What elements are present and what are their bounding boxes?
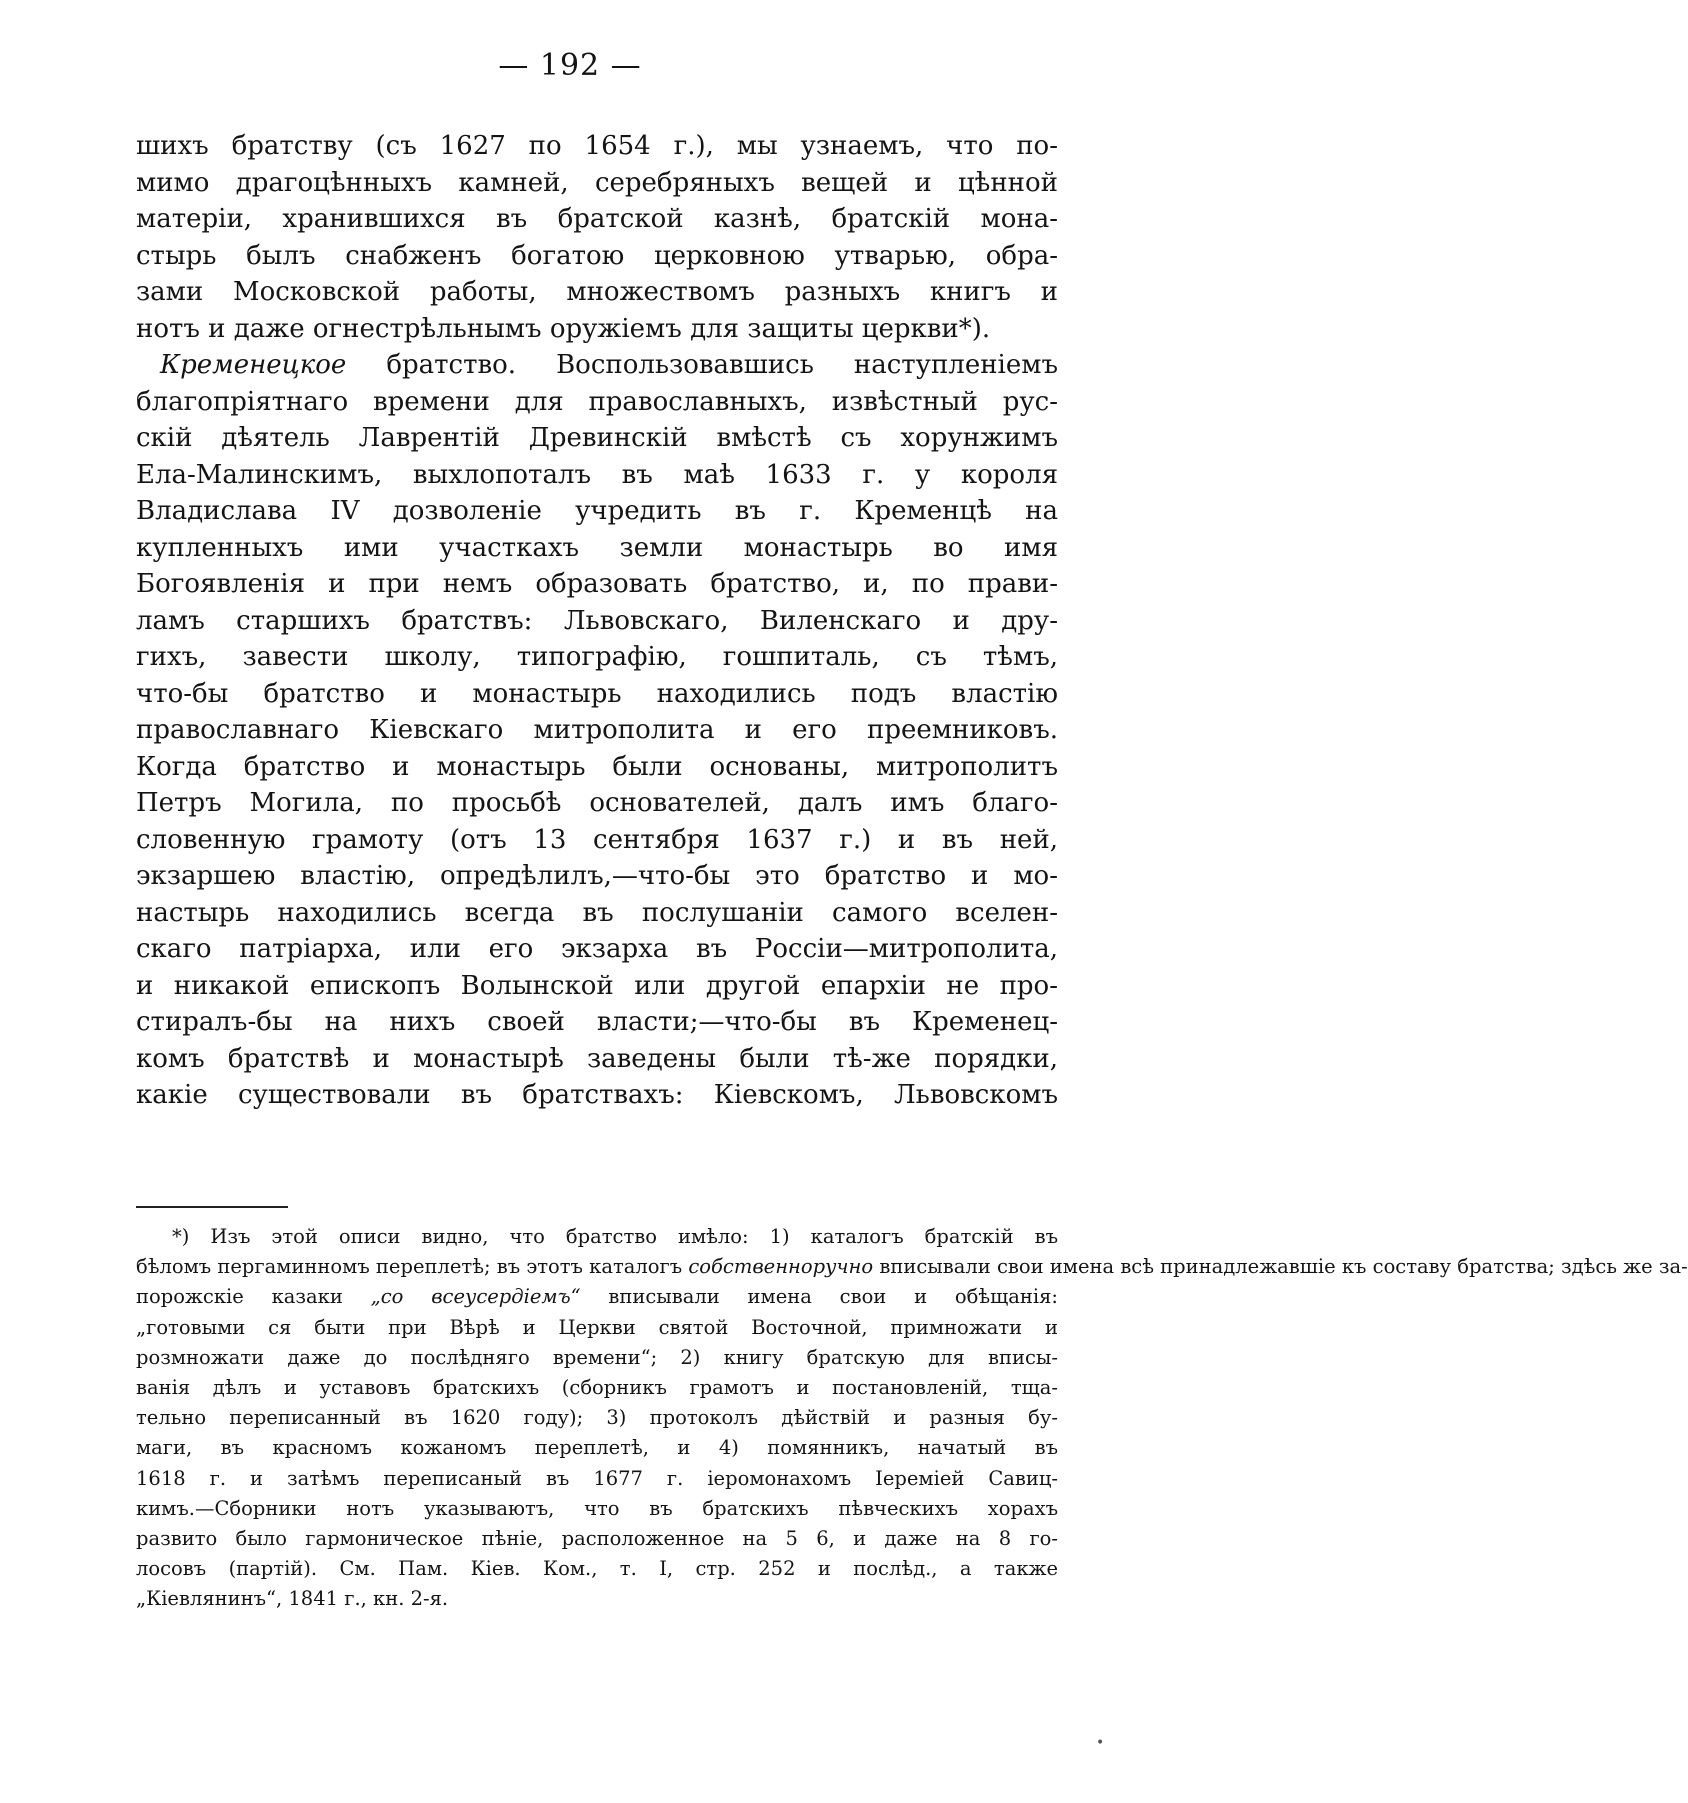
text-line: нотъ и даже огнестрѣльнымъ оружіемъ для защиты церкви*). <box>136 313 991 344</box>
footnote-emphasis: собственноручно <box>688 1255 874 1279</box>
text-line: мимо драгоцѣнныхъ камней, серебряныхъ вещей и цѣнной <box>136 167 1058 198</box>
text-line-rest: братство. Воспользовавшись наступленіемъ <box>386 350 1058 380</box>
footnote-line: кимъ.—Сборники нотъ указываютъ, что въ братскихъ пѣвческихъ хорахъ <box>136 1496 1058 1520</box>
text-line: Владислава IV дозволеніе учредить въ г. Кременцѣ на <box>136 496 1058 526</box>
text-line: какіе существовали въ братствахъ: Кіевскомъ, Львовскомъ <box>136 1080 1058 1110</box>
footnote-separator <box>136 1206 288 1208</box>
text-line: Ела-Малинскимъ, выхлопоталъ въ маѣ 1633 г. у короля <box>136 459 1058 490</box>
text-line: стырь былъ снабженъ богатою церковною утварью, обра- <box>136 240 1058 271</box>
text-line: настырь находились всегда въ послушаніи самого вселен- <box>136 897 1058 928</box>
footnote-line-part: порожскіе казаки <box>136 1285 343 1309</box>
section-start-line <box>136 347 1058 384</box>
footnote-line: лосовъ (партій). См. Пам. Кіев. Ком., т. I, стр. 252 и послѣд., а также <box>136 1557 1058 1581</box>
footnote-line-part: вписывали имена свои и обѣщанія: <box>608 1285 1058 1309</box>
text-line: словенную грамоту (отъ 13 сентября 1637 г.) и въ ней, <box>136 824 1058 855</box>
text-line: Когда братство и монастырь были основаны, митрополитъ <box>136 751 1058 782</box>
footnote-line: „готовыми ся быти при Вѣрѣ и Церкви святой Восточной, примножати и <box>136 1315 1058 1339</box>
text-line: и никакой епископъ Волынской или другой епархіи не про- <box>136 970 1058 1001</box>
text-line: ламъ старшихъ братствъ: Львовскаго, Виленскаго и дру- <box>136 605 1058 636</box>
footnote-line <box>136 1252 1688 1282</box>
text-line: благопріятнаго времени для православныхъ, извѣстный рус- <box>136 386 1058 417</box>
text-line: православнаго Кіевскаго митрополита и его преемниковъ. <box>136 715 1058 745</box>
footnote-line: розмножати даже до послѣдняго времени“; 2) книгу братскую для вписы- <box>136 1345 1058 1369</box>
text-line: экзаршею властію, опредѣлилъ,—что-бы это братство и мо- <box>136 861 1058 891</box>
text-line: гихъ, завести школу, типографію, гошпиталь, съ тѣмъ, <box>136 642 1058 672</box>
footnote <box>136 1222 1688 1614</box>
footnote-line: ванія дѣлъ и уставовъ братскихъ (сборникъ грамотъ и постановленій, тща- <box>136 1375 1058 1399</box>
section-title: Кременецкое <box>160 350 347 380</box>
text-line: купленныхъ ими участкахъ земли монастырь во имя <box>136 532 1058 563</box>
footnote-line: развито было гармоническое пѣніе, расположенное на 5 6, и даже на 8 го- <box>136 1526 1058 1550</box>
footnote-line <box>136 1282 1058 1312</box>
text-line: скаго патріарха, или его экзарха въ Россіи—митрополита, <box>136 934 1058 964</box>
text-line: комъ братствѣ и монастырѣ заведены были тѣ-же порядки, <box>136 1043 1058 1074</box>
text-line: Богоявленія и при немъ образовать братство, и, по прави- <box>136 569 1058 599</box>
footnote-line: тельно переписанный въ 1620 году); 3) протоколъ дѣйствій и разныя бу- <box>136 1406 1058 1430</box>
footnote-line-part: вписывали свои имена всѣ принадлежавшіе къ составу братства; здѣсь же за- <box>879 1255 1688 1279</box>
text-line: шихъ братству (съ 1627 по 1654 г.), мы узнаемъ, что по- <box>136 131 1058 161</box>
footnote-line: „Кіевлянинъ“, 1841 г., кн. 2-я. <box>136 1587 449 1611</box>
footnote-line: маги, въ красномъ кожаномъ переплетѣ, и 4) помянникъ, начатый въ <box>136 1436 1058 1460</box>
footnote-line-part: бѣломъ пергаминномъ переплетѣ; въ этотъ каталогъ <box>136 1255 683 1279</box>
footnote-line: *) Изъ этой описи видно, что братство имѣло: 1) каталогъ братскій въ <box>172 1225 1058 1248</box>
text-line: стиралъ-бы на нихъ своей власти;—что-бы въ Кременец- <box>136 1007 1058 1037</box>
page-number: — 192 — <box>498 48 642 83</box>
footnote-emphasis: „со всеусердіемъ“ <box>370 1285 581 1309</box>
footnote-line: 1618 г. и затѣмъ переписаный въ 1677 г. іеромонахомъ Іереміей Савиц- <box>136 1466 1058 1490</box>
text-line: что-бы братство и монастырь находились подъ властію <box>136 678 1058 709</box>
main-text <box>136 128 1058 1114</box>
text-line: скій дѣятель Лаврентій Древинскій вмѣстѣ съ хорунжимъ <box>136 423 1058 453</box>
text-line: Петръ Могила, по просьбѣ основателей, далъ имъ благо- <box>136 788 1058 818</box>
text-line: матеріи, хранившихся въ братской казнѣ, братскій мона- <box>136 204 1058 234</box>
page-mark: • <box>1096 1735 1105 1751</box>
text-line: зами Московской работы, множествомъ разныхъ книгъ и <box>136 277 1058 307</box>
